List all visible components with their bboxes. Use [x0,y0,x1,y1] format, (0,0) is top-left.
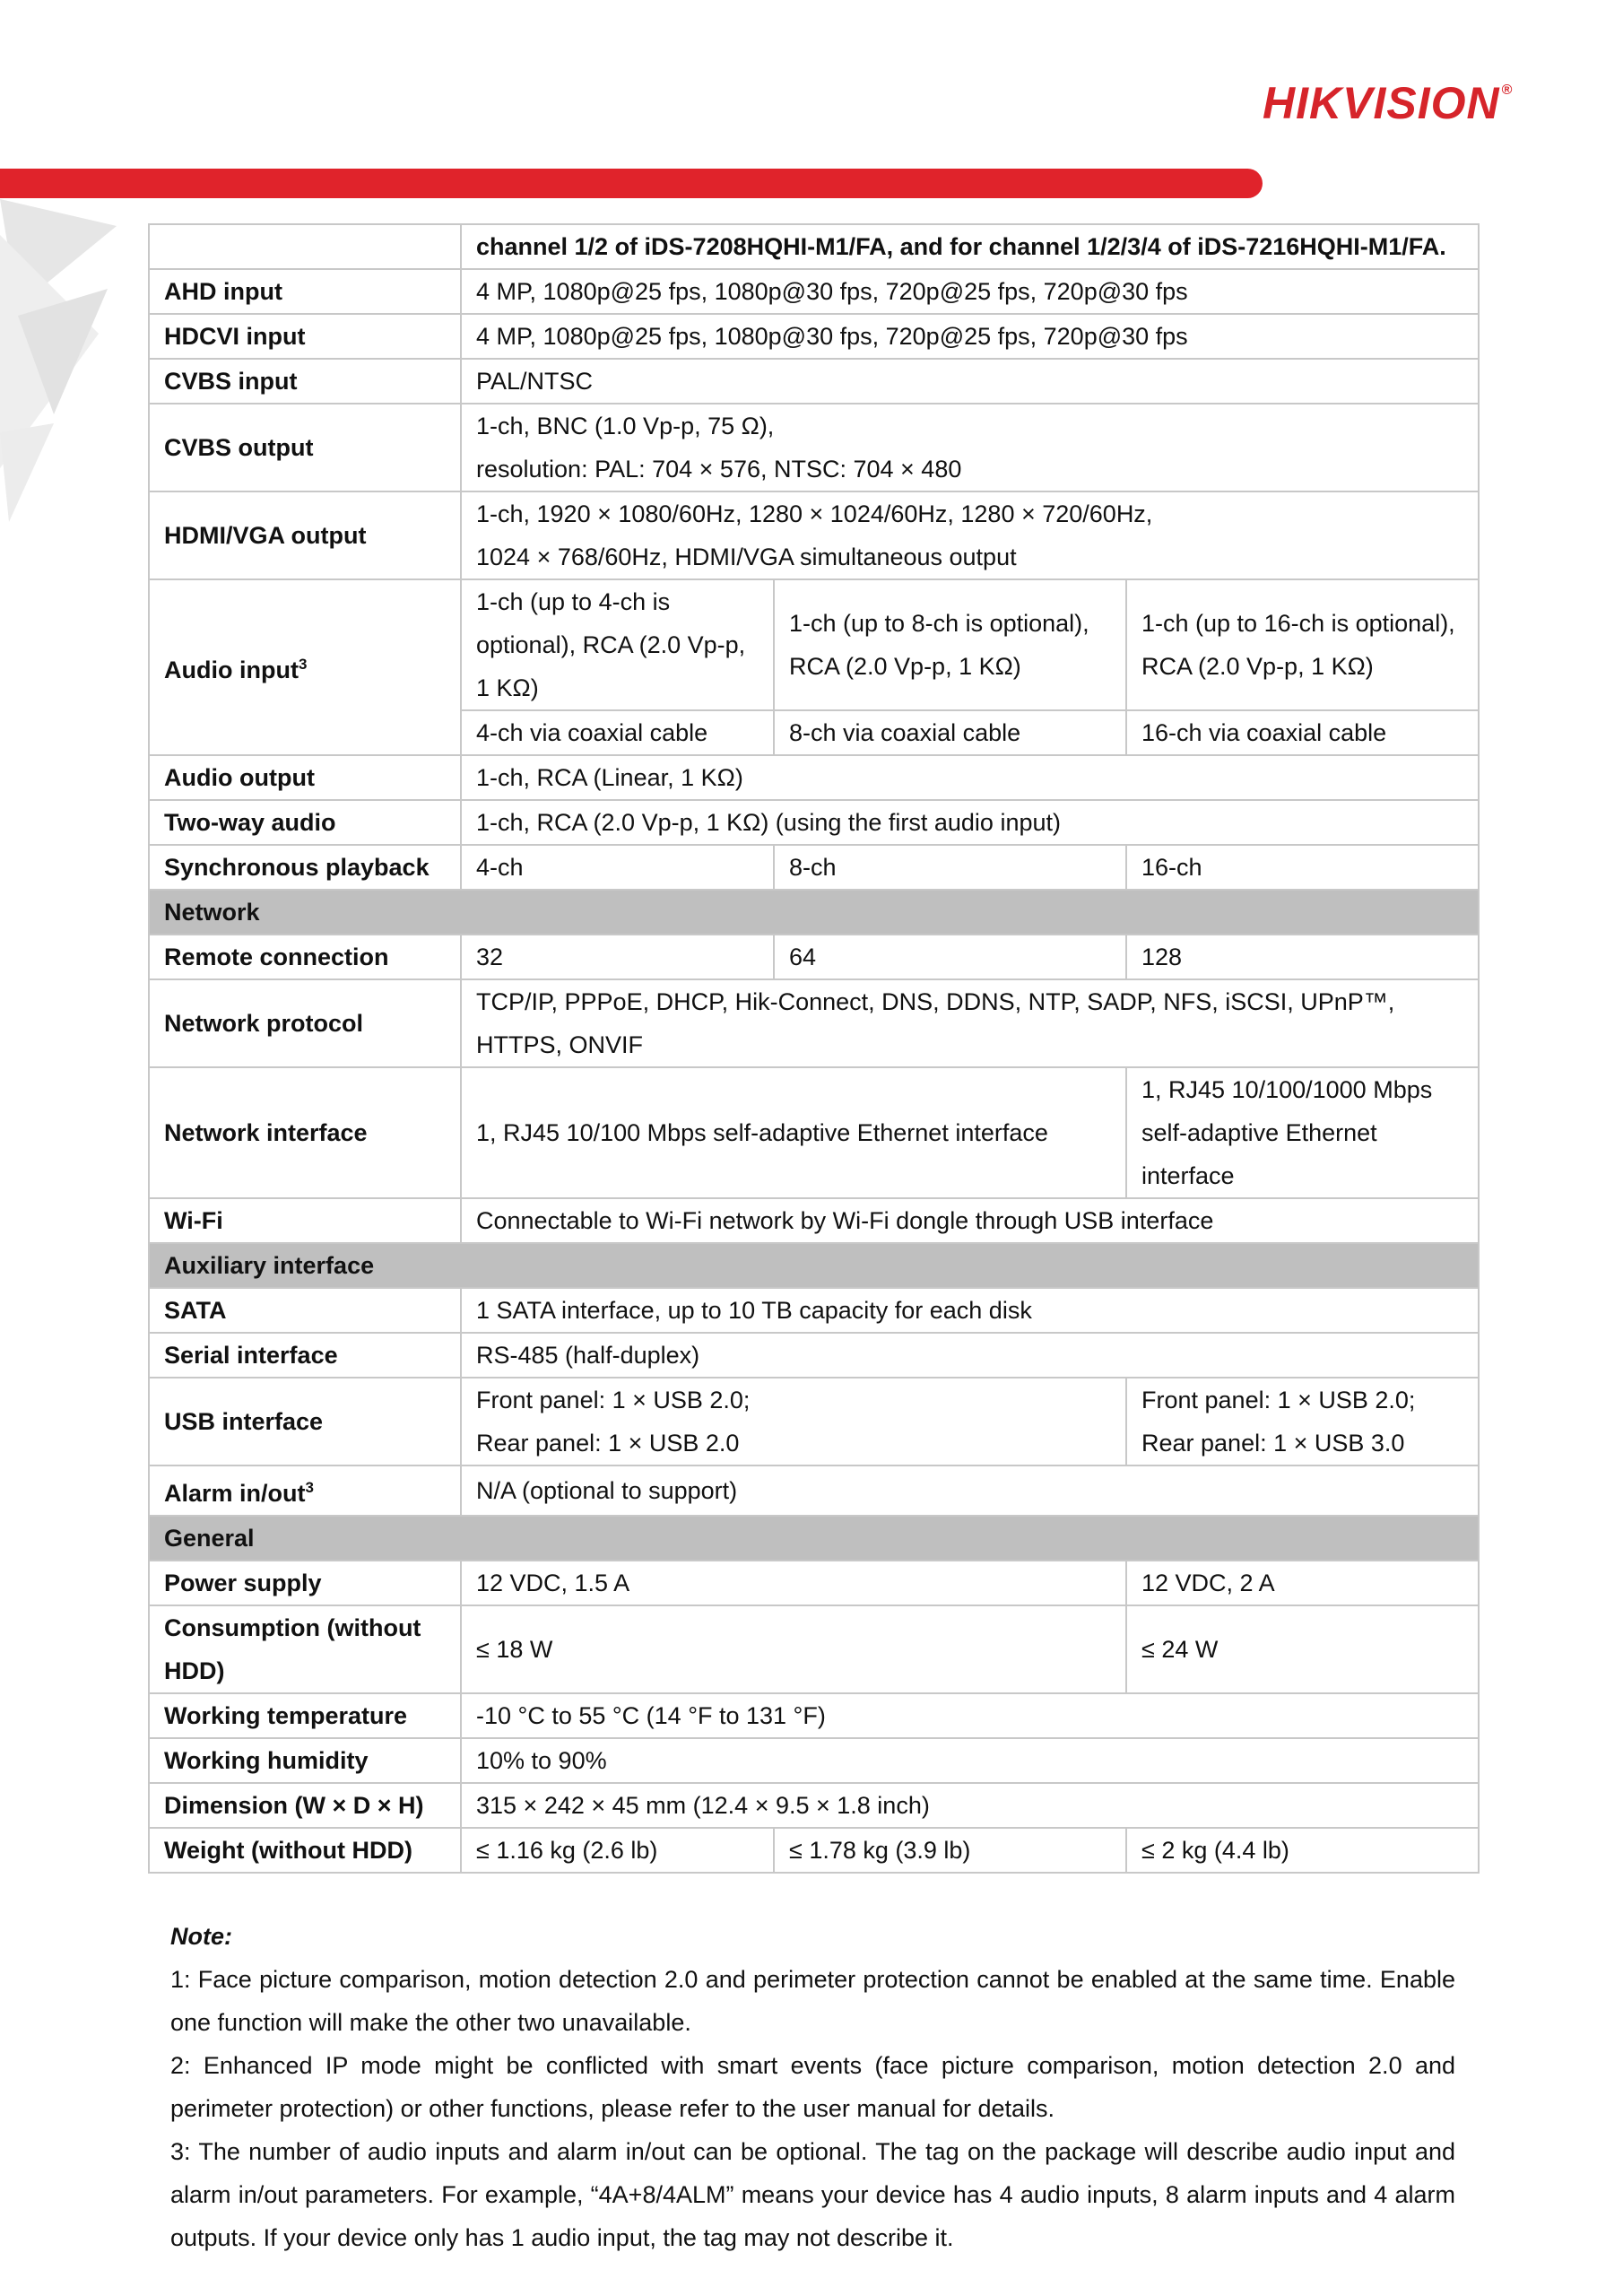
table-row [149,979,1479,1067]
table-row [149,1605,1479,1693]
cell-col2: ≤ 1.78 kg (3.9 lb) [774,1828,1126,1873]
row-value: PAL/NTSC [461,359,1479,404]
row-value: 315 × 242 × 45 mm (12.4 × 9.5 × 1.8 inch) [461,1783,1479,1828]
value-line: resolution: PAL: 704 × 576, NTSC: 704 × 480 [476,456,962,483]
cell-col12: 1, RJ45 10/100 Mbps self-adaptive Ethernet interface [461,1067,1126,1198]
row-value: 4 MP, 1080p@25 fps, 1080p@30 fps, 720p@25 fps, 720p@30 fps [461,314,1479,359]
row-value [461,404,1479,491]
table-row [149,1198,1479,1243]
cell-col3: ≤ 2 kg (4.4 lb) [1126,1828,1479,1873]
value-line: 1-ch, BNC (1.0 Vp-p, 75 Ω), [476,413,775,439]
cell-col2: 8-ch via coaxial cable [774,710,1126,755]
table-row [149,269,1479,314]
row-label: Working temperature [149,1693,461,1738]
notes-title: Note: [170,1923,232,1950]
cell-col3: ≤ 24 W [1126,1605,1479,1693]
table-row [149,404,1479,491]
table-row [149,1783,1479,1828]
row-label: Working humidity [149,1738,461,1783]
cell-col1: 4-ch via coaxial cable [461,710,774,755]
note-2: 2: Enhanced IP mode might be conflicted with smart events (face picture comparison, motion detection 2.0 and perimeter protection) or other functions, please refer to the user manual for details. [170,2052,1455,2122]
cell-col2: 64 [774,935,1126,979]
row-label: Remote connection [149,935,461,979]
row-label: SATA [149,1288,461,1333]
cell-col12: 12 VDC, 1.5 A [461,1561,1126,1605]
row-value: 4 MP, 1080p@25 fps, 1080p@30 fps, 720p@25 fps, 720p@30 fps [461,269,1479,314]
row-label: AHD input [149,269,461,314]
table-row [149,1288,1479,1333]
cell-col3: 16-ch [1126,845,1479,890]
section-header-network: Network [149,890,1479,935]
row-value: 10% to 90% [461,1738,1479,1783]
table-row [149,491,1479,579]
table-row [149,359,1479,404]
cell-col3: 1-ch (up to 16-ch is optional), RCA (2.0 Vp-p, 1 KΩ) [1126,579,1479,710]
table-row [149,1828,1479,1873]
section-header-general: General [149,1516,1479,1561]
row-value: -10 °C to 55 °C (14 °F to 131 °F) [461,1693,1479,1738]
table-row [149,1693,1479,1738]
cell-col1: 32 [461,935,774,979]
row-label: USB interface [149,1378,461,1465]
table-row [149,1333,1479,1378]
row-label: Synchronous playback [149,845,461,890]
note-1: 1: Face picture comparison, motion detection 2.0 and perimeter protection cannot be enabled at the same time. Enable one function will make the other two unavailable. [170,1966,1455,2036]
table-row [149,1738,1479,1783]
section-row [149,1516,1479,1561]
cell-col2: 1-ch (up to 8-ch is optional), RCA (2.0 Vp-p, 1 KΩ) [774,579,1126,710]
cell-col3: 1, RJ45 10/100/1000 Mbps self-adaptive Ethernet interface [1126,1067,1479,1198]
hikvision-logo [1263,77,1514,129]
cell-col3: 16-ch via coaxial cable [1126,710,1479,755]
section-row [149,1243,1479,1288]
decorative-shards [0,199,126,540]
registered-mark: ® [1501,83,1514,98]
table-row [149,224,1479,269]
cell-col2: 8-ch [774,845,1126,890]
value-line: 1024 × 768/60Hz, HDMI/VGA simultaneous output [476,544,1017,570]
row-label: Serial interface [149,1333,461,1378]
row-value: channel 1/2 of iDS-7208HQHI-M1/FA, and for channel 1/2/3/4 of iDS-7216HQHI-M1/FA. [461,224,1479,269]
row-value: N/A (optional to support) [461,1465,1479,1516]
row-label: Wi-Fi [149,1198,461,1243]
row-label: HDCVI input [149,314,461,359]
cell-col12: ≤ 18 W [461,1605,1126,1693]
table-row [149,935,1479,979]
cell-col3 [1126,1378,1479,1465]
value-line: Rear panel: 1 × USB 3.0 [1141,1430,1405,1457]
row-label: Weight (without HDD) [149,1828,461,1873]
value-line: Front panel: 1 × USB 2.0; [476,1387,751,1413]
row-label: Network interface [149,1067,461,1198]
cell-col1: 1-ch (up to 4-ch is optional), RCA (2.0 Vp-p, 1 KΩ) [461,579,774,710]
header-red-bar [0,169,1263,198]
cell-col1: ≤ 1.16 kg (2.6 lb) [461,1828,774,1873]
cell-col12 [461,1378,1126,1465]
logo-text: HIKVISION [1263,78,1500,128]
cell-col3: 12 VDC, 2 A [1126,1561,1479,1605]
label-text: Audio input [164,657,299,683]
table-row [149,1465,1479,1516]
row-label: Two-way audio [149,800,461,845]
row-label [149,1465,461,1516]
row-label: Dimension (W × D × H) [149,1783,461,1828]
row-value: 1-ch, RCA (Linear, 1 KΩ) [461,755,1479,800]
section-header-auxiliary: Auxiliary interface [149,1243,1479,1288]
table-row [149,1067,1479,1198]
table-row [149,1561,1479,1605]
table-row [149,845,1479,890]
row-label: Consumption (without HDD) [149,1605,461,1693]
footnote-ref: 3 [305,1479,314,1496]
row-value: 1-ch, RCA (2.0 Vp-p, 1 KΩ) (using the first audio input) [461,800,1479,845]
row-value [461,491,1479,579]
value-line: Rear panel: 1 × USB 2.0 [476,1430,740,1457]
row-label: Network protocol [149,979,461,1067]
row-label [149,224,461,269]
row-label: Audio output [149,755,461,800]
spec-table [148,223,1480,1874]
cell-col3: 128 [1126,935,1479,979]
value-line: Front panel: 1 × USB 2.0; [1141,1387,1416,1413]
cell-col1: 4-ch [461,845,774,890]
table-row [149,1378,1479,1465]
row-value: TCP/IP, PPPoE, DHCP, Hik-Connect, DNS, DDNS, NTP, SADP, NFS, iSCSI, UPnP™, HTTPS, ONVIF [461,979,1479,1067]
row-label [149,579,461,755]
table-row [149,755,1479,800]
row-value: 1 SATA interface, up to 10 TB capacity for each disk [461,1288,1479,1333]
notes-section [170,1915,1455,2259]
table-row [149,314,1479,359]
row-label: Power supply [149,1561,461,1605]
value-line: 1-ch, 1920 × 1080/60Hz, 1280 × 1024/60Hz, 1280 × 720/60Hz, [476,500,1153,527]
row-label: CVBS input [149,359,461,404]
row-value: RS-485 (half-duplex) [461,1333,1479,1378]
footnote-ref: 3 [298,656,308,673]
label-text: Alarm in/out [164,1480,306,1507]
row-value: Connectable to Wi-Fi network by Wi-Fi dongle through USB interface [461,1198,1479,1243]
section-row [149,890,1479,935]
row-label: HDMI/VGA output [149,491,461,579]
note-3: 3: The number of audio inputs and alarm in/out can be optional. The tag on the package will describe audio input and alarm in/out parameters. For example, “4A+8/4ALM” means your device has 4 audio inputs, 8 alarm inputs and 4 alarm outputs. If your device only has 1 audio input, the tag may not describe it. [170,2138,1455,2251]
table-row [149,579,1479,710]
row-label: CVBS output [149,404,461,491]
table-row [149,800,1479,845]
